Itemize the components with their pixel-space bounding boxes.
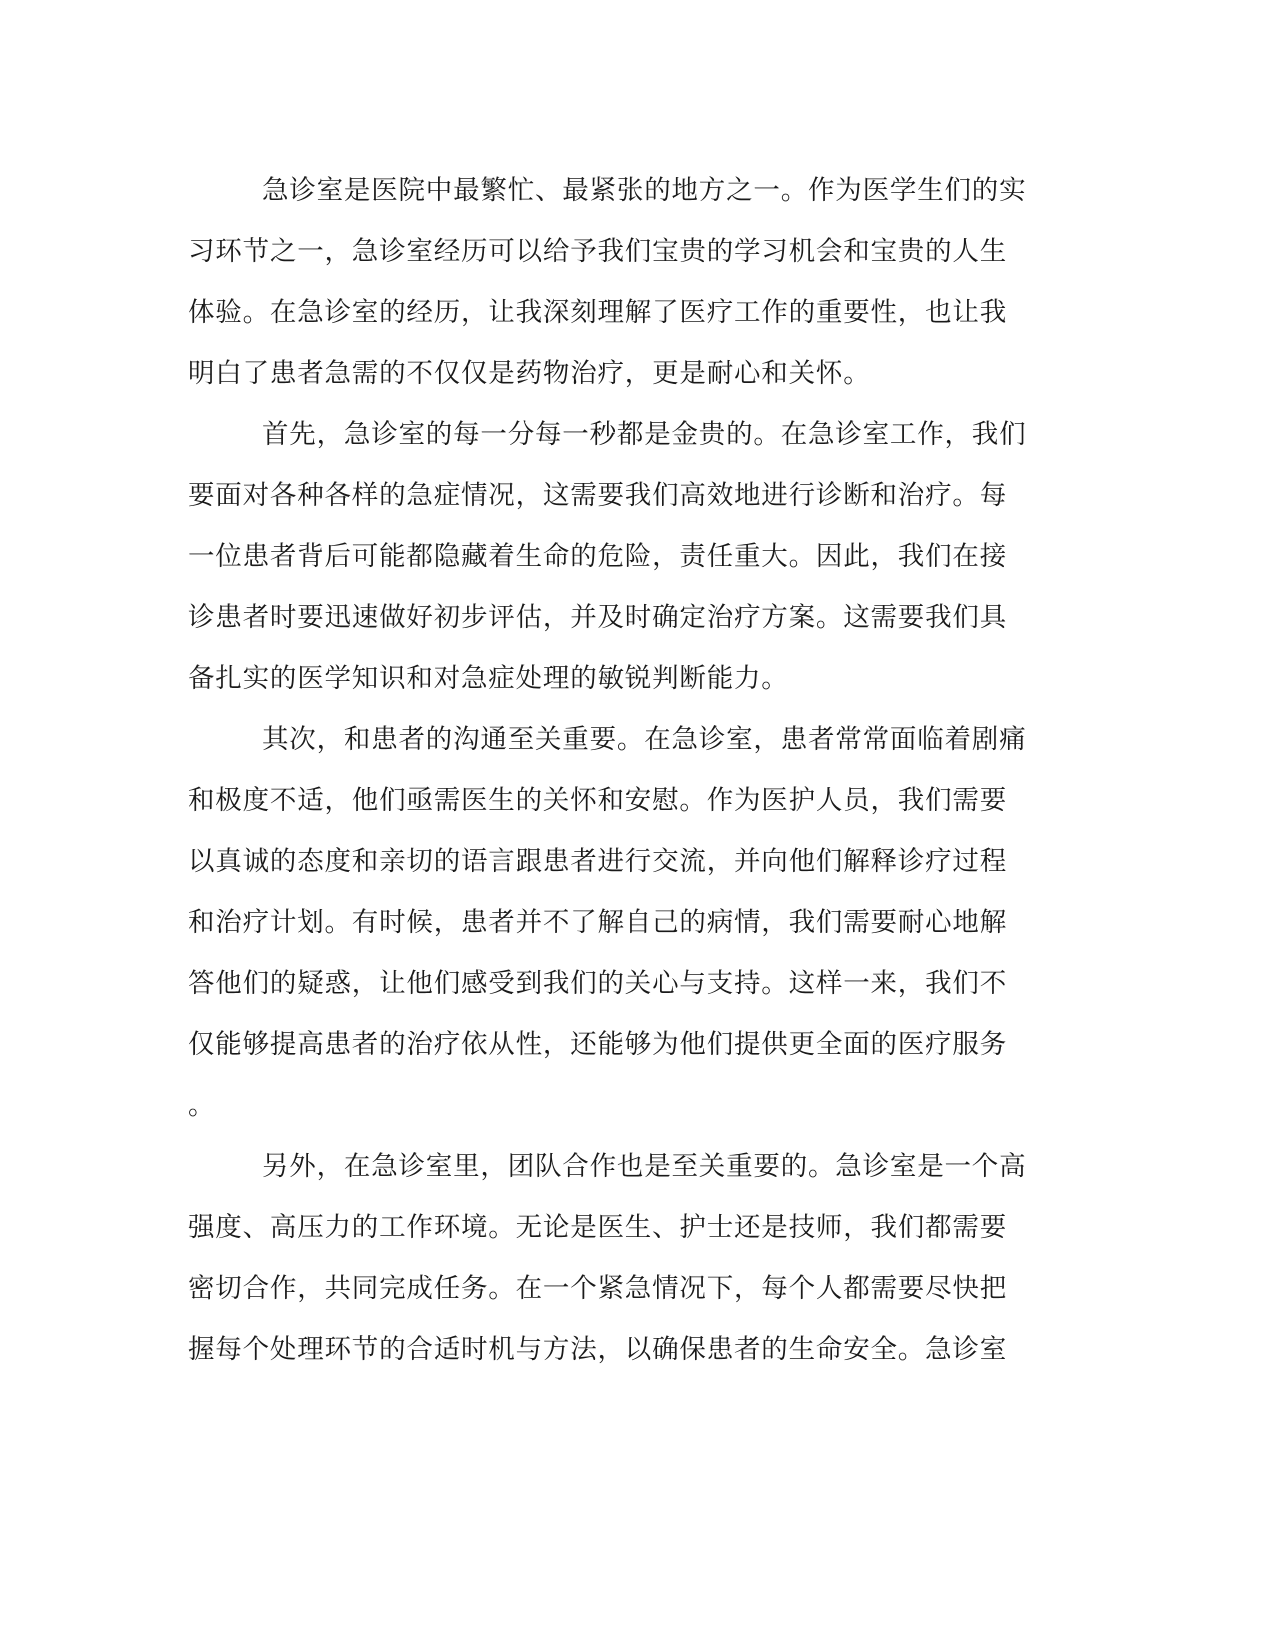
paragraph-4-line-4: 握每个处理环节的合适时机与方法，以确保患者的生命安全。急诊室 [188, 1334, 1007, 1365]
paragraph-4-line-2: 强度、高压力的工作环境。无论是医生、护士还是技师，我们都需要 [188, 1212, 1007, 1243]
paragraph-3-line-3: 以真诚的态度和亲切的语言跟患者进行交流，并向他们解释诊疗过程 [188, 846, 1007, 877]
document-body [188, 160, 1068, 1380]
paragraph-3-line-4: 和治疗计划。有时候，患者并不了解自己的病情，我们需要耐心地解 [188, 907, 1007, 938]
paragraph-1-line-3: 体验。在急诊室的经历，让我深刻理解了医疗工作的重要性，也让我 [188, 297, 1007, 328]
paragraph-3-line-7: 。 [188, 1090, 216, 1121]
paragraph-4-line-3: 密切合作，共同完成任务。在一个紧急情况下，每个人都需要尽快把 [188, 1273, 1007, 1304]
paragraph-3-line-2: 和极度不适，他们亟需医生的关怀和安慰。作为医护人员，我们需要 [188, 785, 1007, 816]
paragraph-2-line-5: 备扎实的医学知识和对急症处理的敏锐判断能力。 [188, 663, 789, 694]
paragraph-2-line-1: 首先，急诊室的每一分每一秒都是金贵的。在急诊室工作，我们 [262, 419, 1027, 450]
paragraph-1-line-2: 习环节之一，急诊室经历可以给予我们宝贵的学习机会和宝贵的人生 [188, 236, 1007, 267]
paragraph-1-line-4: 明白了患者急需的不仅仅是药物治疗，更是耐心和关怀。 [188, 358, 871, 389]
paragraph-2-line-3: 一位患者背后可能都隐藏着生命的危险，责任重大。因此，我们在接 [188, 541, 1007, 572]
paragraph-2-line-4: 诊患者时要迅速做好初步评估，并及时确定治疗方案。这需要我们具 [188, 602, 1007, 633]
paragraph-1-line-1: 急诊室是医院中最繁忙、最紧张的地方之一。作为医学生们的实 [262, 175, 1027, 206]
paragraph-3-line-5: 答他们的疑惑，让他们感受到我们的关心与支持。这样一来，我们不 [188, 968, 1007, 999]
paragraph-3-line-1: 其次，和患者的沟通至关重要。在急诊室，患者常常面临着剧痛 [262, 724, 1027, 755]
paragraph-2-line-2: 要面对各种各样的急症情况，这需要我们高效地进行诊断和治疗。每 [188, 480, 1007, 511]
paragraph-3-line-6: 仅能够提高患者的治疗依从性，还能够为他们提供更全面的医疗服务 [188, 1029, 1007, 1060]
paragraph-4-line-1: 另外，在急诊室里，团队合作也是至关重要的。急诊室是一个高 [262, 1151, 1027, 1182]
